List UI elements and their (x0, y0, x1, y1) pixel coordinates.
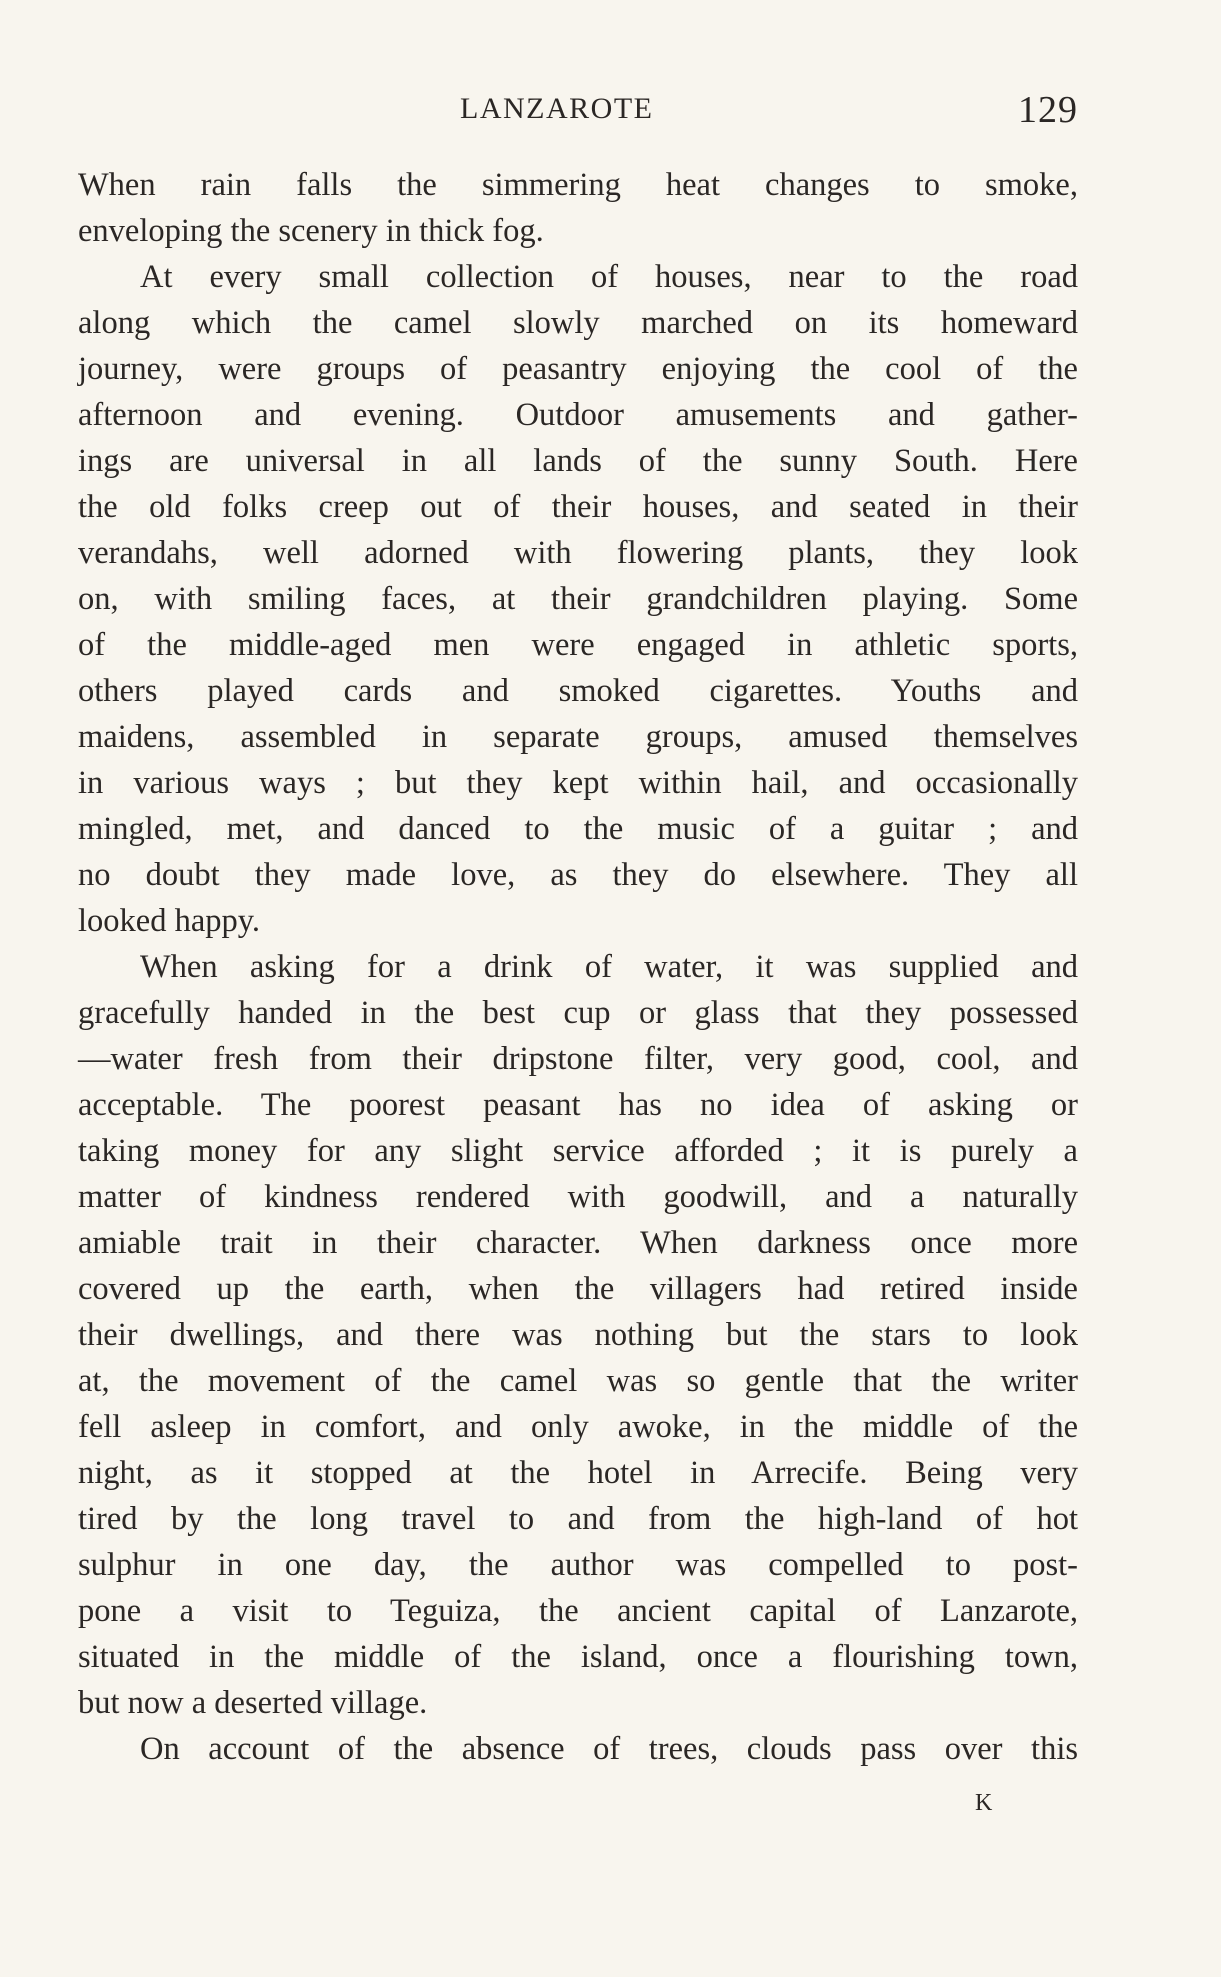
text-line: ings are universal in all lands of the sunny South. Here (78, 443, 1078, 479)
text-line: but now a deserted village. (78, 1685, 428, 1721)
text-line: no doubt they made love, as they do elsewhere. They all (78, 857, 1078, 893)
text-line: in various ways ; but they kept within hail, and occasionally (78, 765, 1078, 801)
text-line: tired by the long travel to and from the high-land of hot (78, 1501, 1078, 1537)
text-line: When rain falls the simmering heat changes to smoke, (78, 167, 1078, 203)
body-text (78, 162, 1078, 1772)
text-line: amiable trait in their character. When darkness once more (78, 1225, 1078, 1261)
signature-mark: K (975, 1790, 994, 1816)
text-line: at, the movement of the camel was so gentle that the writer (78, 1363, 1078, 1399)
text-line: sulphur in one day, the author was compelled to post- (78, 1547, 1078, 1583)
text-line: On account of the absence of trees, clouds pass over this (140, 1731, 1078, 1767)
text-line: situated in the middle of the island, once a flourishing town, (78, 1639, 1078, 1675)
text-line: enveloping the scenery in thick fog. (78, 213, 544, 249)
text-line: maidens, assembled in separate groups, amused themselves (78, 719, 1078, 755)
text-line: verandahs, well adorned with flowering plants, they look (78, 535, 1078, 571)
text-line: the old folks creep out of their houses, and seated in their (78, 489, 1078, 525)
text-line: journey, were groups of peasantry enjoying the cool of the (78, 351, 1078, 387)
text-line: on, with smiling faces, at their grandchildren playing. Some (78, 581, 1078, 617)
text-line: fell asleep in comfort, and only awoke, in the middle of the (78, 1409, 1078, 1445)
text-line: mingled, met, and danced to the music of a guitar ; and (78, 811, 1078, 847)
text-line: gracefully handed in the best cup or glass that they possessed (78, 995, 1078, 1031)
text-line: acceptable. The poorest peasant has no idea of asking or (78, 1087, 1078, 1123)
text-line: others played cards and smoked cigarettes. Youths and (78, 673, 1078, 709)
text-line: matter of kindness rendered with goodwill, and a naturally (78, 1179, 1078, 1215)
text-line: taking money for any slight service afforded ; it is purely a (78, 1133, 1078, 1169)
page-header (78, 88, 1078, 138)
text-line: looked happy. (78, 903, 261, 939)
page-number: 129 (1018, 89, 1078, 131)
text-line: covered up the earth, when the villagers had retired inside (78, 1271, 1078, 1307)
running-title: LANZAROTE (460, 92, 654, 125)
text-line: night, as it stopped at the hotel in Arrecife. Being very (78, 1455, 1078, 1491)
text-line: When asking for a drink of water, it was supplied and (140, 949, 1078, 985)
text-line: afternoon and evening. Outdoor amusements and gather- (78, 397, 1078, 433)
text-line: pone a visit to Teguiza, the ancient capital of Lanzarote, (78, 1593, 1078, 1629)
text-line: At every small collection of houses, near to the road (140, 259, 1078, 295)
text-line: —water fresh from their dripstone filter, very good, cool, and (78, 1041, 1078, 1077)
text-line: their dwellings, and there was nothing but the stars to look (78, 1317, 1078, 1353)
text-line: along which the camel slowly marched on its homeward (78, 305, 1078, 341)
text-line: of the middle-aged men were engaged in athletic sports, (78, 627, 1078, 663)
